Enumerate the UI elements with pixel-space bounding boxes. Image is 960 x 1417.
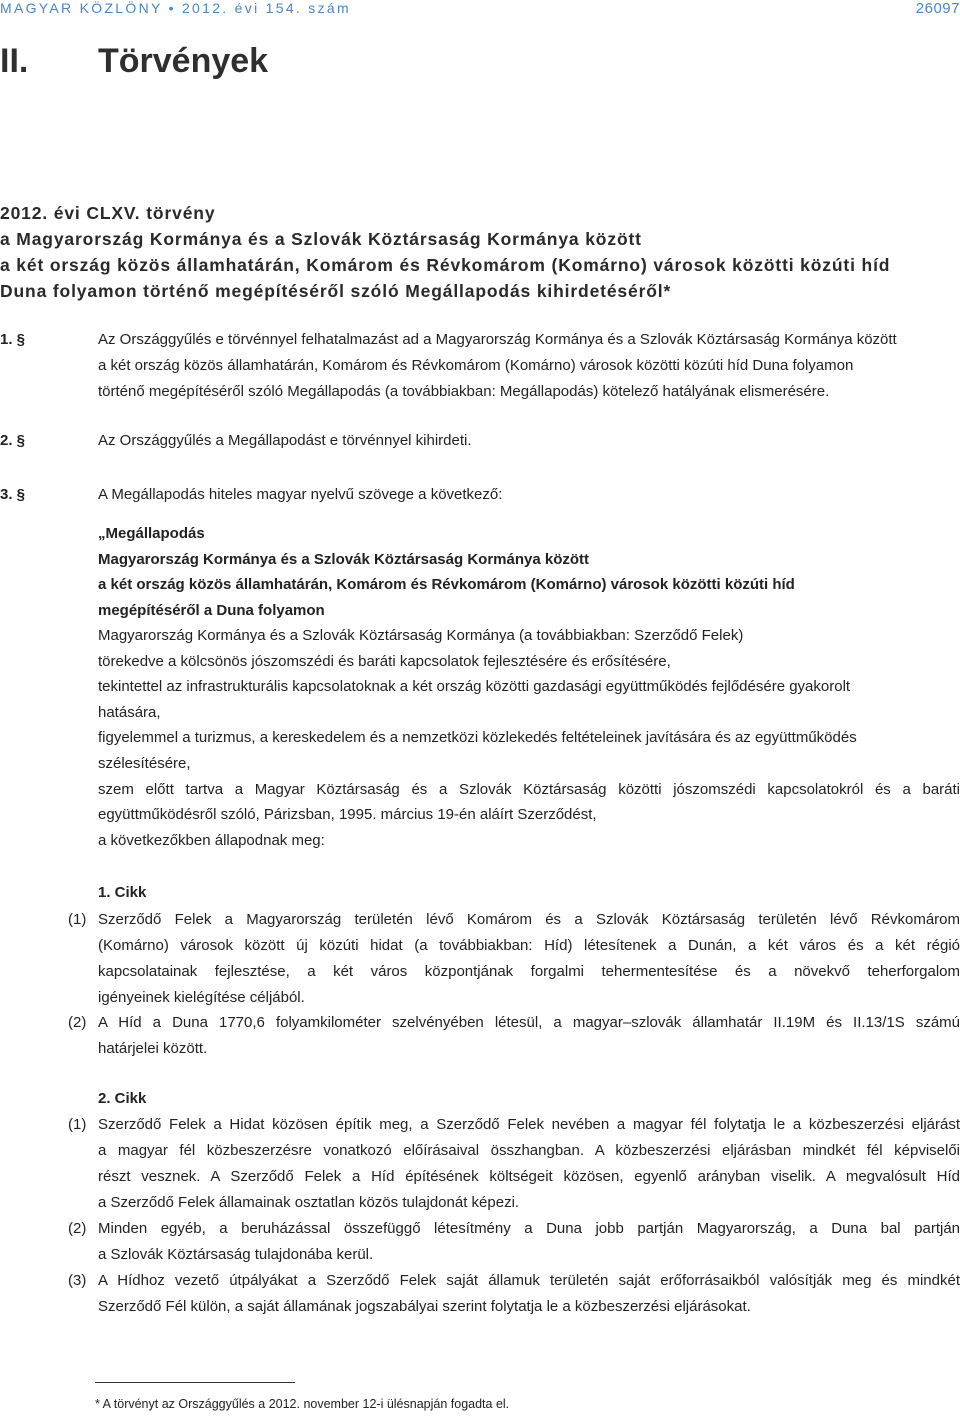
- section-1: [0, 327, 960, 405]
- section-number: 1. §: [0, 331, 26, 348]
- preamble-line: figyelemmel a turizmus, a kereskedelem és a nemzetközi közlekedés feltételeinek javítására és az együttműködés: [98, 729, 857, 747]
- article-2-paragraph-2: [0, 1216, 960, 1268]
- paragraph-line: (Komárno) városok között új közúti hidat (a továbbiakban: Híd) létesítenek a Dunán, a két város és a két régió: [98, 937, 960, 954]
- paragraph-line: a Szerződő Felek államainak osztatlan közös tulajdonát képezi.: [98, 1194, 520, 1211]
- agreement-preamble: [98, 623, 960, 853]
- law-title-line: a két ország közös államhatárán, Komárom és Révkomárom (Komárno) városok közötti közúti híd: [0, 255, 891, 275]
- article-1-paragraph-1: [0, 907, 960, 1011]
- paragraph-number: (1): [68, 911, 87, 928]
- footnote: * A törvényt az Országgyűlés a 2012. november 12-i ülésnapján fogadta el.: [95, 1397, 510, 1411]
- law-title-line: 2012. évi CLXV. törvény: [0, 203, 216, 223]
- paragraph-line: A Hídhoz vezető útpályákat a Szerződő Felek saját államuk területén saját erőforrásaikból valósítják meg és mindkét: [98, 1272, 960, 1289]
- section-3: [0, 482, 960, 508]
- article-1-title: 1. Cikk: [98, 884, 147, 901]
- paragraph-line: a magyar fél közbeszerzésre vonatkozó előírásaival összhangban. A közbeszerzési eljárásban mindkét fél képviselői: [98, 1142, 960, 1159]
- article-2-paragraph-3: [0, 1268, 960, 1320]
- section-line: a két ország közös államhatárán, Komárom és Révkomárom (Komárno) városok közötti közúti híd Duna folyamon: [98, 357, 854, 374]
- article-1-paragraph-2: [0, 1010, 960, 1062]
- preamble-line: tekintettel az infrastrukturális kapcsolatoknak a két ország közötti gazdasági együttműködés fejlődésére gyakorolt: [98, 678, 851, 696]
- paragraph-line: kapcsolatainak fejlesztése, a két város központjának forgalmi tehermentesítése és a növekvő teherforgalom: [98, 963, 960, 980]
- preamble-line: törekedve a kölcsönös jószomszédi és baráti kapcsolatok fejlesztésére és erősítésére,: [98, 652, 671, 670]
- paragraph-number: (1): [68, 1116, 87, 1133]
- law-title-line: a Magyarország Kormánya és a Szlovák Köztársaság Kormánya között: [0, 229, 642, 249]
- preamble-line: együttműködésről szóló, Párizsban, 1995. március 19-én aláírt Szerződést,: [98, 806, 597, 824]
- preamble-line: hatására,: [98, 703, 161, 721]
- section-number: 3. §: [0, 486, 26, 503]
- paragraph-line: határjelei között.: [98, 1040, 208, 1057]
- paragraph-line: igényeinek kielégítése céljából.: [98, 989, 305, 1006]
- part-heading: [0, 42, 268, 81]
- paragraph-line: A Híd a Duna 1770,6 folyamkilométer szelvényében létesül, a magyar–szlovák államhatár II.19M és II.13/1S számú: [98, 1014, 960, 1031]
- paragraph-line: Szerződő Felek a Hidat közösen építik meg, a Szerződő Felek nevében a magyar fél folytatja le a közbeszerzési eljárást: [98, 1116, 960, 1133]
- preamble-line: Magyarország Kormánya és a Szlovák Köztársaság Kormánya (a továbbiakban: Szerződő Felek): [98, 627, 744, 644]
- paragraph-line: részt vesznek. A Szerződő Felek a Híd építésének költségeit közösen, egyenlő arányban viselik. A megvalósult Híd: [98, 1168, 960, 1185]
- article-2-title: 2. Cikk: [98, 1090, 147, 1107]
- preamble-line: szem előtt tartva a Magyar Köztársaság és a Szlovák Köztársaság közötti jószomszédi kapcsolatokról és a baráti: [98, 780, 960, 798]
- paragraph-number: (2): [68, 1220, 87, 1237]
- preamble-line: szélesítésére,: [98, 754, 191, 772]
- journal-name: MAGYAR KÖZLÖNY • 2012. évi 154. szám: [0, 0, 351, 16]
- paragraph-line: Szerződő Fél külön, a saját államának jogszabályai szerint folytatja le a közbeszerzési eljárásokat.: [98, 1298, 751, 1315]
- article-2-paragraph-1: [0, 1112, 960, 1216]
- agreement-heading-line: megépítéséről a Duna folyamon: [98, 601, 325, 619]
- law-title-line: Duna folyamon történő megépítéséről szóló Megállapodás kihirdetéséről*: [0, 281, 672, 301]
- paragraph-number: (3): [68, 1272, 87, 1289]
- agreement-heading-line: „Megállapodás: [98, 525, 205, 542]
- paragraph-number: (2): [68, 1014, 87, 1031]
- section-line: Az Országgyűlés a Megállapodást e törvénnyel kihirdeti.: [98, 432, 472, 449]
- agreement-heading-line: a két ország közös államhatárán, Komárom és Révkomárom (Komárno) városok közötti közúti híd: [98, 576, 795, 594]
- footnote-divider: [95, 1382, 295, 1383]
- law-title: [0, 200, 960, 304]
- paragraph-line: Minden egyéb, a beruházással összefüggő létesítmény a Duna jobb partján Magyarország, a Duna bal partján: [98, 1220, 960, 1237]
- page-number: 26097: [915, 0, 960, 17]
- part-title: Törvények: [98, 42, 269, 80]
- section-line: Az Országgyűlés e törvénnyel felhatalmazást ad a Magyarország Kormánya és a Szlovák Köztársaság Kormánya között: [98, 331, 897, 348]
- part-number: II.: [0, 42, 29, 80]
- page-header: [0, 0, 960, 18]
- section-line: A Megállapodás hiteles magyar nyelvű szövege a következő:: [98, 486, 503, 503]
- preamble-line: a következőkben állapodnak meg:: [98, 831, 325, 849]
- paragraph-line: a Szlovák Köztársaság tulajdonába kerül.: [98, 1246, 374, 1263]
- section-number: 2. §: [0, 432, 26, 449]
- section-2: [0, 428, 960, 454]
- paragraph-line: Szerződő Felek a Magyarország területén lévő Komárom és a Szlovák Köztársaság területén lévő Révkomárom: [98, 911, 960, 928]
- agreement-heading-line: Magyarország Kormánya és a Szlovák Köztársaság Kormánya között: [98, 550, 590, 568]
- section-line: történő megépítéséről szóló Megállapodás (a továbbiakban: Megállapodás) kötelező hatályának elismerésére.: [98, 383, 830, 400]
- agreement-heading: [98, 521, 960, 623]
